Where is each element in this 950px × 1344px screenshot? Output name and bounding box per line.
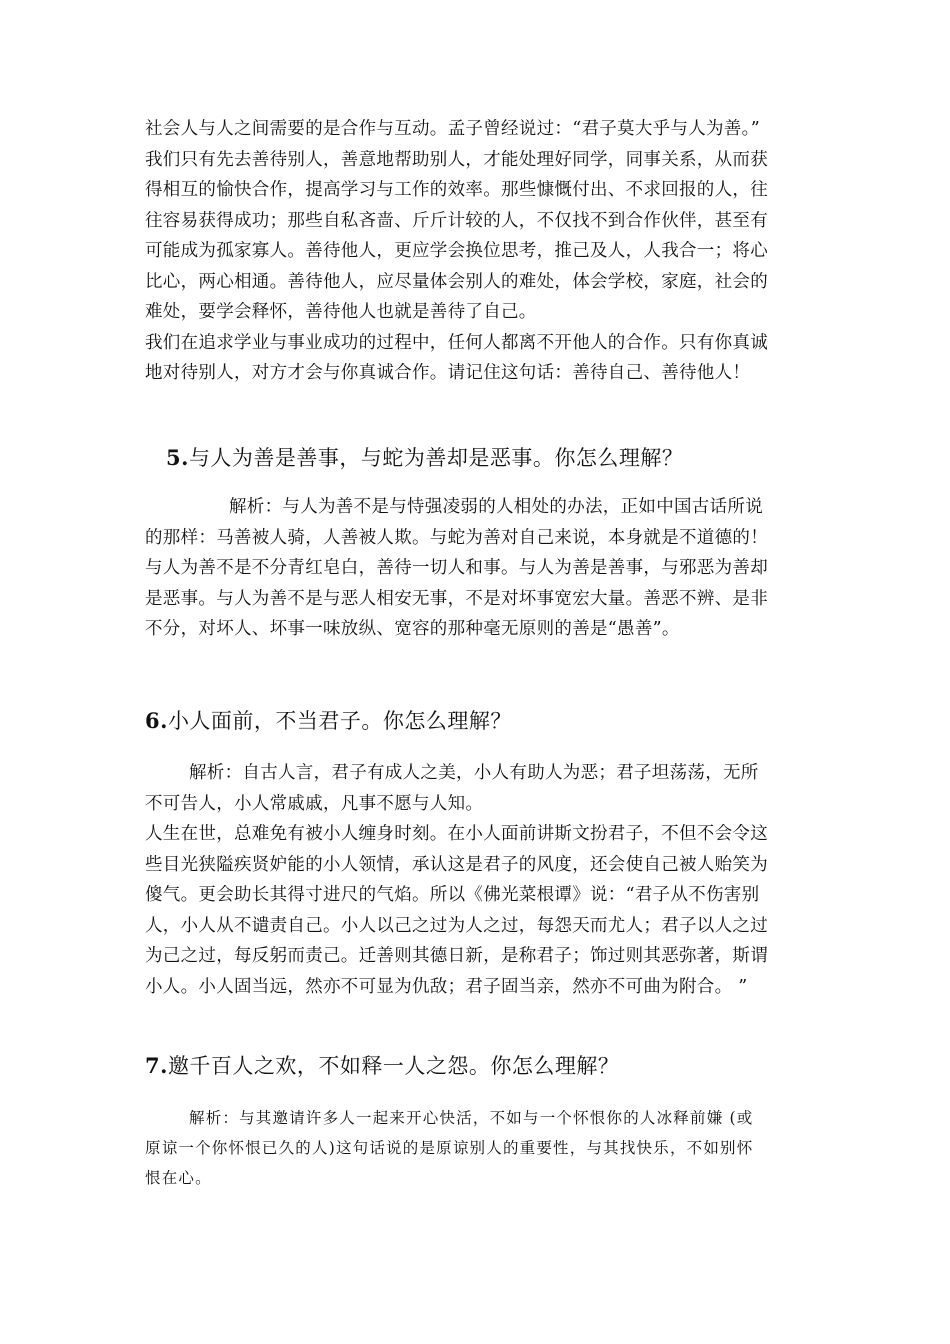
text-line: 解析：与其邀请许多人一起来开心快活，不如与一个怀恨你的人冰释前嫌 (或 (189, 1109, 754, 1127)
question-number: 6. (145, 708, 168, 733)
question-6-answer (145, 758, 815, 1002)
question-number: 5. (166, 445, 189, 470)
text-line: 人生在世，总难免有被小人缠身时刻。在小人面前讲斯文扮君子，不但不会令这 (145, 824, 768, 844)
text-line: 与人为善不是不分青红皂白，善待一切人和事。与人为善是善事，与邪恶为善却 (145, 558, 768, 578)
intro-paragraph (145, 114, 815, 389)
text-line: 人，小人从不谴责自己。小人以己之过为人之过，每怨天而尤人；君子以人之过 (145, 915, 768, 936)
question-7-answer (145, 1103, 815, 1193)
text-line: 恨在心。 (145, 1169, 212, 1187)
text-line: 不分，对坏人、坏事一味放纵、宽容的那种毫无原则的善是“愚善”。 (145, 619, 680, 639)
question-6-heading (145, 705, 512, 735)
text-line: 小人。小人固当远，然亦不可显为仇敌；君子固当亲，然亦不可曲为附合。 ” (145, 976, 748, 997)
text-line: 不可告人，小人常戚戚，凡事不愿与人知。 (145, 793, 484, 814)
text-line: 我们只有先去善待别人，善意地帮助别人，才能处理好同学，同事关系，从而获 (145, 149, 768, 170)
text-line: 解析：自古人言，君子有成人之美，小人有助人为恶；君子坦荡荡，无所 (189, 763, 759, 783)
question-title: 邀千百人之欢，不如释一人之怨。你怎么理解？ (167, 1054, 620, 1078)
text-line: 我们在追求学业与事业成功的过程中，任何人都离不开他人的合作。只有你真诚 (145, 332, 768, 353)
question-title: 与人为善是善事，与蛇为善却是恶事。你怎么理解？ (188, 446, 684, 470)
text-line: 得相互的愉快合作，提高学习与工作的效率。那些慷慨付出、不求回报的人，往 (145, 180, 768, 200)
text-line: 的那样：马善被人骑，人善被人欺。与蛇为善对自己来说，本身就是不道德的！ (145, 527, 768, 548)
text-line: 原谅一个你怀恨已久的人)这句话说的是原谅别人的重要性，与其找快乐，不如别怀 (145, 1139, 754, 1157)
question-title: 小人面前，不当君子。你怎么理解？ (167, 709, 512, 733)
question-number: 7. (145, 1053, 168, 1078)
text-line: 为己之过，每反躬而责己。迁善则其德日新，是称君子；饰过则其恶弥著，斯谓 (145, 946, 768, 966)
text-line: 往容易获得成功；那些自私吝啬、斤斤计较的人，不仅找不到合作伙伴，甚至有 (145, 210, 768, 231)
text-line: 地对待别人，对方才会与你真诚合作。请记住这句话：善待自己、善待他人！ (145, 363, 751, 383)
text-line: 解析：与人为善不是与恃强凌弱的人相处的办法，正如中国古话所说 (229, 497, 763, 517)
text-line: 社会人与人之间需要的是合作与互动。孟子曾经说过：“君子莫大乎与人为善。” (145, 119, 760, 139)
text-line: 些目光狭隘疾贤妒能的小人领情，承认这是君子的风度，还会使自己被人贻笑为 (145, 854, 768, 875)
text-line: 难处，要学会释怀，善待他人也就是善待了自己。 (145, 302, 537, 322)
question-5-heading (166, 442, 683, 472)
text-line: 是恶事。与人为善不是与恶人相安无事，不是对坏事宽宏大量。善恶不辨、是非 (145, 588, 768, 609)
text-line: 比心，两心相通。善待他人，应尽量体会别人的难处，体会学校，家庭，社会的 (145, 271, 768, 292)
text-line: 傻气。更会助长其得寸进尺的气焰。所以《佛光菜根谭》说：“君子从不伤害别 (145, 885, 760, 905)
question-5-answer (145, 492, 815, 645)
question-7-heading (145, 1050, 619, 1080)
text-line: 可能成为孤家寡人。善待他人，更应学会换位思考，推己及人，人我合一；将心 (145, 241, 768, 261)
